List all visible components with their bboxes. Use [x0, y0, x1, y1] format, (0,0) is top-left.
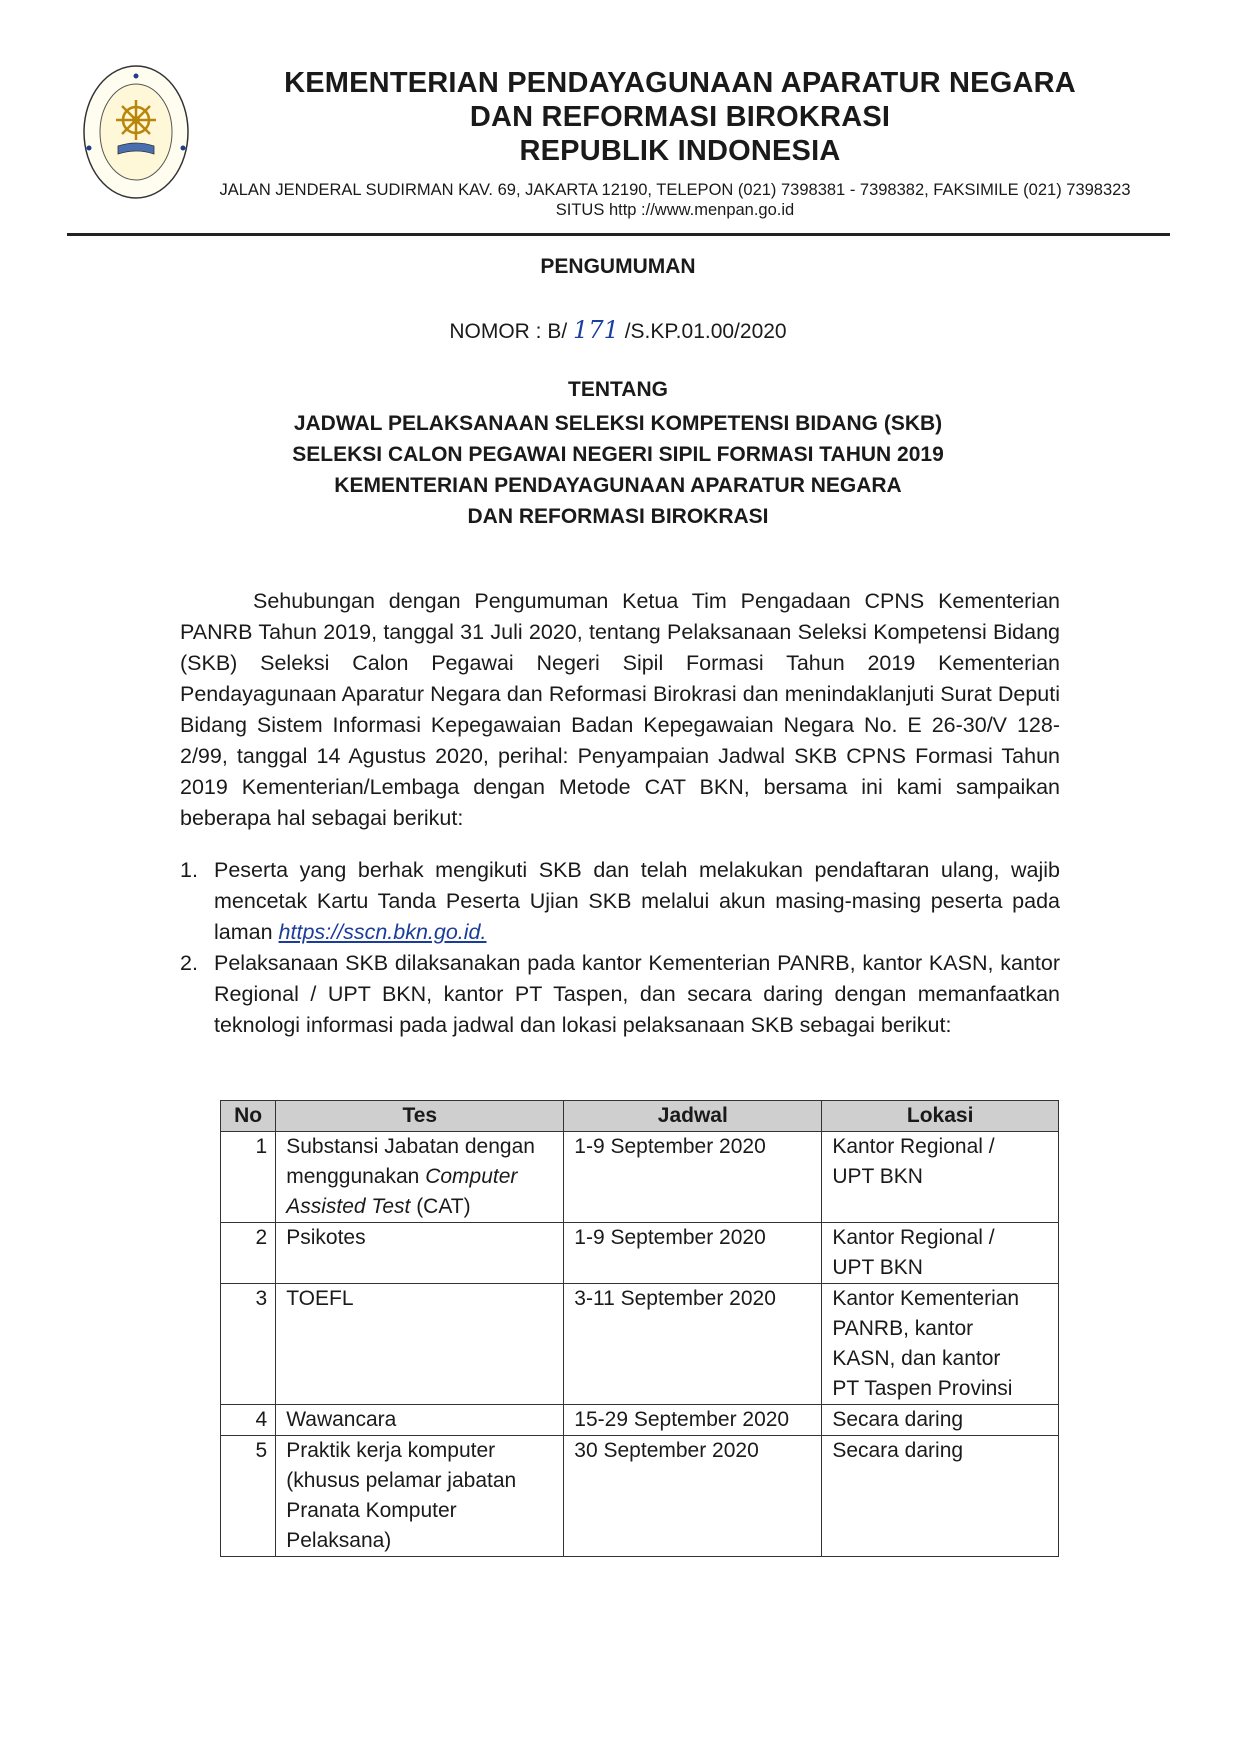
cell-line: Kantor Regional / — [832, 1226, 995, 1249]
header-jadwal: Jadwal — [564, 1101, 822, 1132]
cell-lokasi — [822, 1284, 1059, 1405]
header-tes: Tes — [276, 1101, 564, 1132]
table-row — [221, 1223, 1059, 1284]
cell-line: PT Taspen Provinsi — [832, 1377, 1013, 1400]
cell-tes — [276, 1405, 564, 1436]
cell-line: TOEFL — [286, 1287, 354, 1310]
table-row — [221, 1436, 1059, 1557]
letterhead-line-1: KEMENTERIAN PENDAYAGUNAAN APARATUR NEGARA — [284, 67, 1076, 99]
cell-lokasi — [822, 1436, 1059, 1557]
list-text: Peserta yang berhak mengikuti SKB dan telah melakukan pendaftaran ulang, wajib mencetak Kartu Tanda Peserta Ujian SKB melalui akun masing-masing peserta pada laman — [214, 858, 1060, 944]
tentang-heading: TENTANG — [568, 378, 668, 401]
table-row — [221, 1284, 1059, 1405]
title-line: SELEKSI CALON PEGAWAI NEGERI SIPIL FORMASI TAHUN 2019 — [292, 443, 944, 466]
letterhead-divider — [67, 233, 1170, 236]
list-text: Pelaksanaan SKB dilaksanakan pada kantor Kementerian PANRB, kantor KASN, kantor Regional / UPT BKN, kantor PT Taspen, dan secara daring dengan memanfaatkan teknologi informasi pada jadwal dan lokasi pelaksanaan SKB sebagai berikut: — [214, 951, 1060, 1037]
cell-tes — [276, 1223, 564, 1284]
cell-text-italic: Assisted Test — [286, 1195, 411, 1218]
document-title — [60, 408, 1176, 532]
cell-line: Substansi Jabatan dengan — [286, 1135, 535, 1158]
cell-line: Kantor Kementerian — [832, 1287, 1020, 1310]
cell-line: Secara daring — [832, 1439, 964, 1462]
list-item — [180, 948, 1060, 1041]
cell-text: menggunakan — [286, 1165, 426, 1188]
announcement-heading: PENGUMUMAN — [540, 255, 696, 278]
cell-line: Psikotes — [286, 1226, 366, 1249]
cell-line: Pelaksana) — [286, 1529, 392, 1552]
cell-tes — [276, 1284, 564, 1405]
title-line: DAN REFORMASI BIROKRASI — [467, 505, 769, 528]
cell-no: 3 — [221, 1284, 276, 1405]
cell-line — [286, 1192, 553, 1222]
cell-text-italic: Computer — [425, 1165, 518, 1188]
table-row — [221, 1405, 1059, 1436]
cell-jadwal: 3-11 September 2020 — [564, 1284, 822, 1405]
intro-paragraph: Sehubungan dengan Pengumuman Ketua Tim Pengadaan CPNS Kementerian PANRB Tahun 2019, tanggal 31 Juli 2020, tentang Pelaksanaan Seleksi Kompetensi Bidang (SKB) Seleksi Calon Pegawai Negeri Sipil Formasi Tahun 2019 Kementerian Pendayagunaan Aparatur Negara dan Reformasi Birokrasi dan menindaklanjuti Surat Deputi Bidang Sistem Informasi Kepegawaian Badan Kepegawaian Negara No. E 26-30/V 128-2/99, tanggal 14 Agustus 2020, perihal: Penyampaian Jadwal SKB CPNS Formasi Tahun 2019 Kementerian/Lembaga dengan Metode CAT BKN, bersama ini kami sampaikan beberapa hal sebagai berikut: — [180, 589, 1060, 830]
cell-line: Kantor Regional / — [832, 1135, 995, 1158]
cell-line: Wawancara — [286, 1408, 397, 1431]
list-item — [180, 855, 1060, 948]
letterhead-line-3: REPUBLIK INDONESIA — [519, 135, 841, 167]
document-number — [60, 316, 1176, 344]
list-number: 1. — [180, 858, 198, 882]
cell-line: Pranata Komputer — [286, 1499, 457, 1522]
cell-no: 4 — [221, 1405, 276, 1436]
cell-line: PANRB, kantor — [832, 1317, 974, 1340]
letterhead-line-2: DAN REFORMASI BIROKRASI — [469, 101, 891, 133]
cell-line: KASN, dan kantor — [832, 1347, 1001, 1370]
cell-line — [286, 1162, 553, 1192]
cell-line: UPT BKN — [832, 1165, 923, 1188]
title-line: KEMENTERIAN PENDAYAGUNAAN APARATUR NEGARA — [334, 474, 902, 497]
table-row — [221, 1132, 1059, 1223]
header-no: No — [221, 1101, 276, 1132]
cell-no: 1 — [221, 1132, 276, 1223]
list-number: 2. — [180, 951, 198, 975]
header-lokasi: Lokasi — [822, 1101, 1059, 1132]
title-line: JADWAL PELAKSANAAN SELEKSI KOMPETENSI BIDANG (SKB) — [293, 412, 943, 435]
cell-jadwal: 1-9 September 2020 — [564, 1132, 822, 1223]
cell-no: 5 — [221, 1436, 276, 1557]
cell-lokasi — [822, 1223, 1059, 1284]
cell-lokasi — [822, 1405, 1059, 1436]
letterhead-address: JALAN JENDERAL SUDIRMAN KAV. 69, JAKARTA 12190, TELEPON (021) 7398381 - 7398382, FAKSIMILE (021) 7398323 — [219, 181, 1131, 199]
nomor-suffix: /S.KP.01.00/2020 — [618, 320, 787, 343]
nomor-handwritten: 171 — [573, 316, 619, 344]
cell-text: (CAT) — [410, 1195, 471, 1218]
cell-jadwal: 15-29 September 2020 — [564, 1405, 822, 1436]
nomor-prefix: NOMOR : B/ — [449, 320, 574, 343]
cell-jadwal: 1-9 September 2020 — [564, 1223, 822, 1284]
cell-line: (khusus pelamar jabatan — [286, 1469, 517, 1492]
cell-tes — [276, 1436, 564, 1557]
cell-no: 2 — [221, 1223, 276, 1284]
cell-tes — [276, 1132, 564, 1223]
ministry-logo — [80, 62, 192, 202]
schedule-table — [220, 1100, 1059, 1557]
cell-lokasi — [822, 1132, 1059, 1223]
sscn-link[interactable]: https://sscn.bkn.go.id. — [278, 920, 487, 944]
cell-line: Praktik kerja komputer — [286, 1439, 496, 1462]
letterhead-website: SITUS http ://www.menpan.go.id — [555, 201, 795, 219]
table-header-row — [221, 1101, 1059, 1132]
cell-jadwal: 30 September 2020 — [564, 1436, 822, 1557]
cell-line: Secara daring — [832, 1408, 964, 1431]
cell-line: UPT BKN — [832, 1256, 923, 1279]
